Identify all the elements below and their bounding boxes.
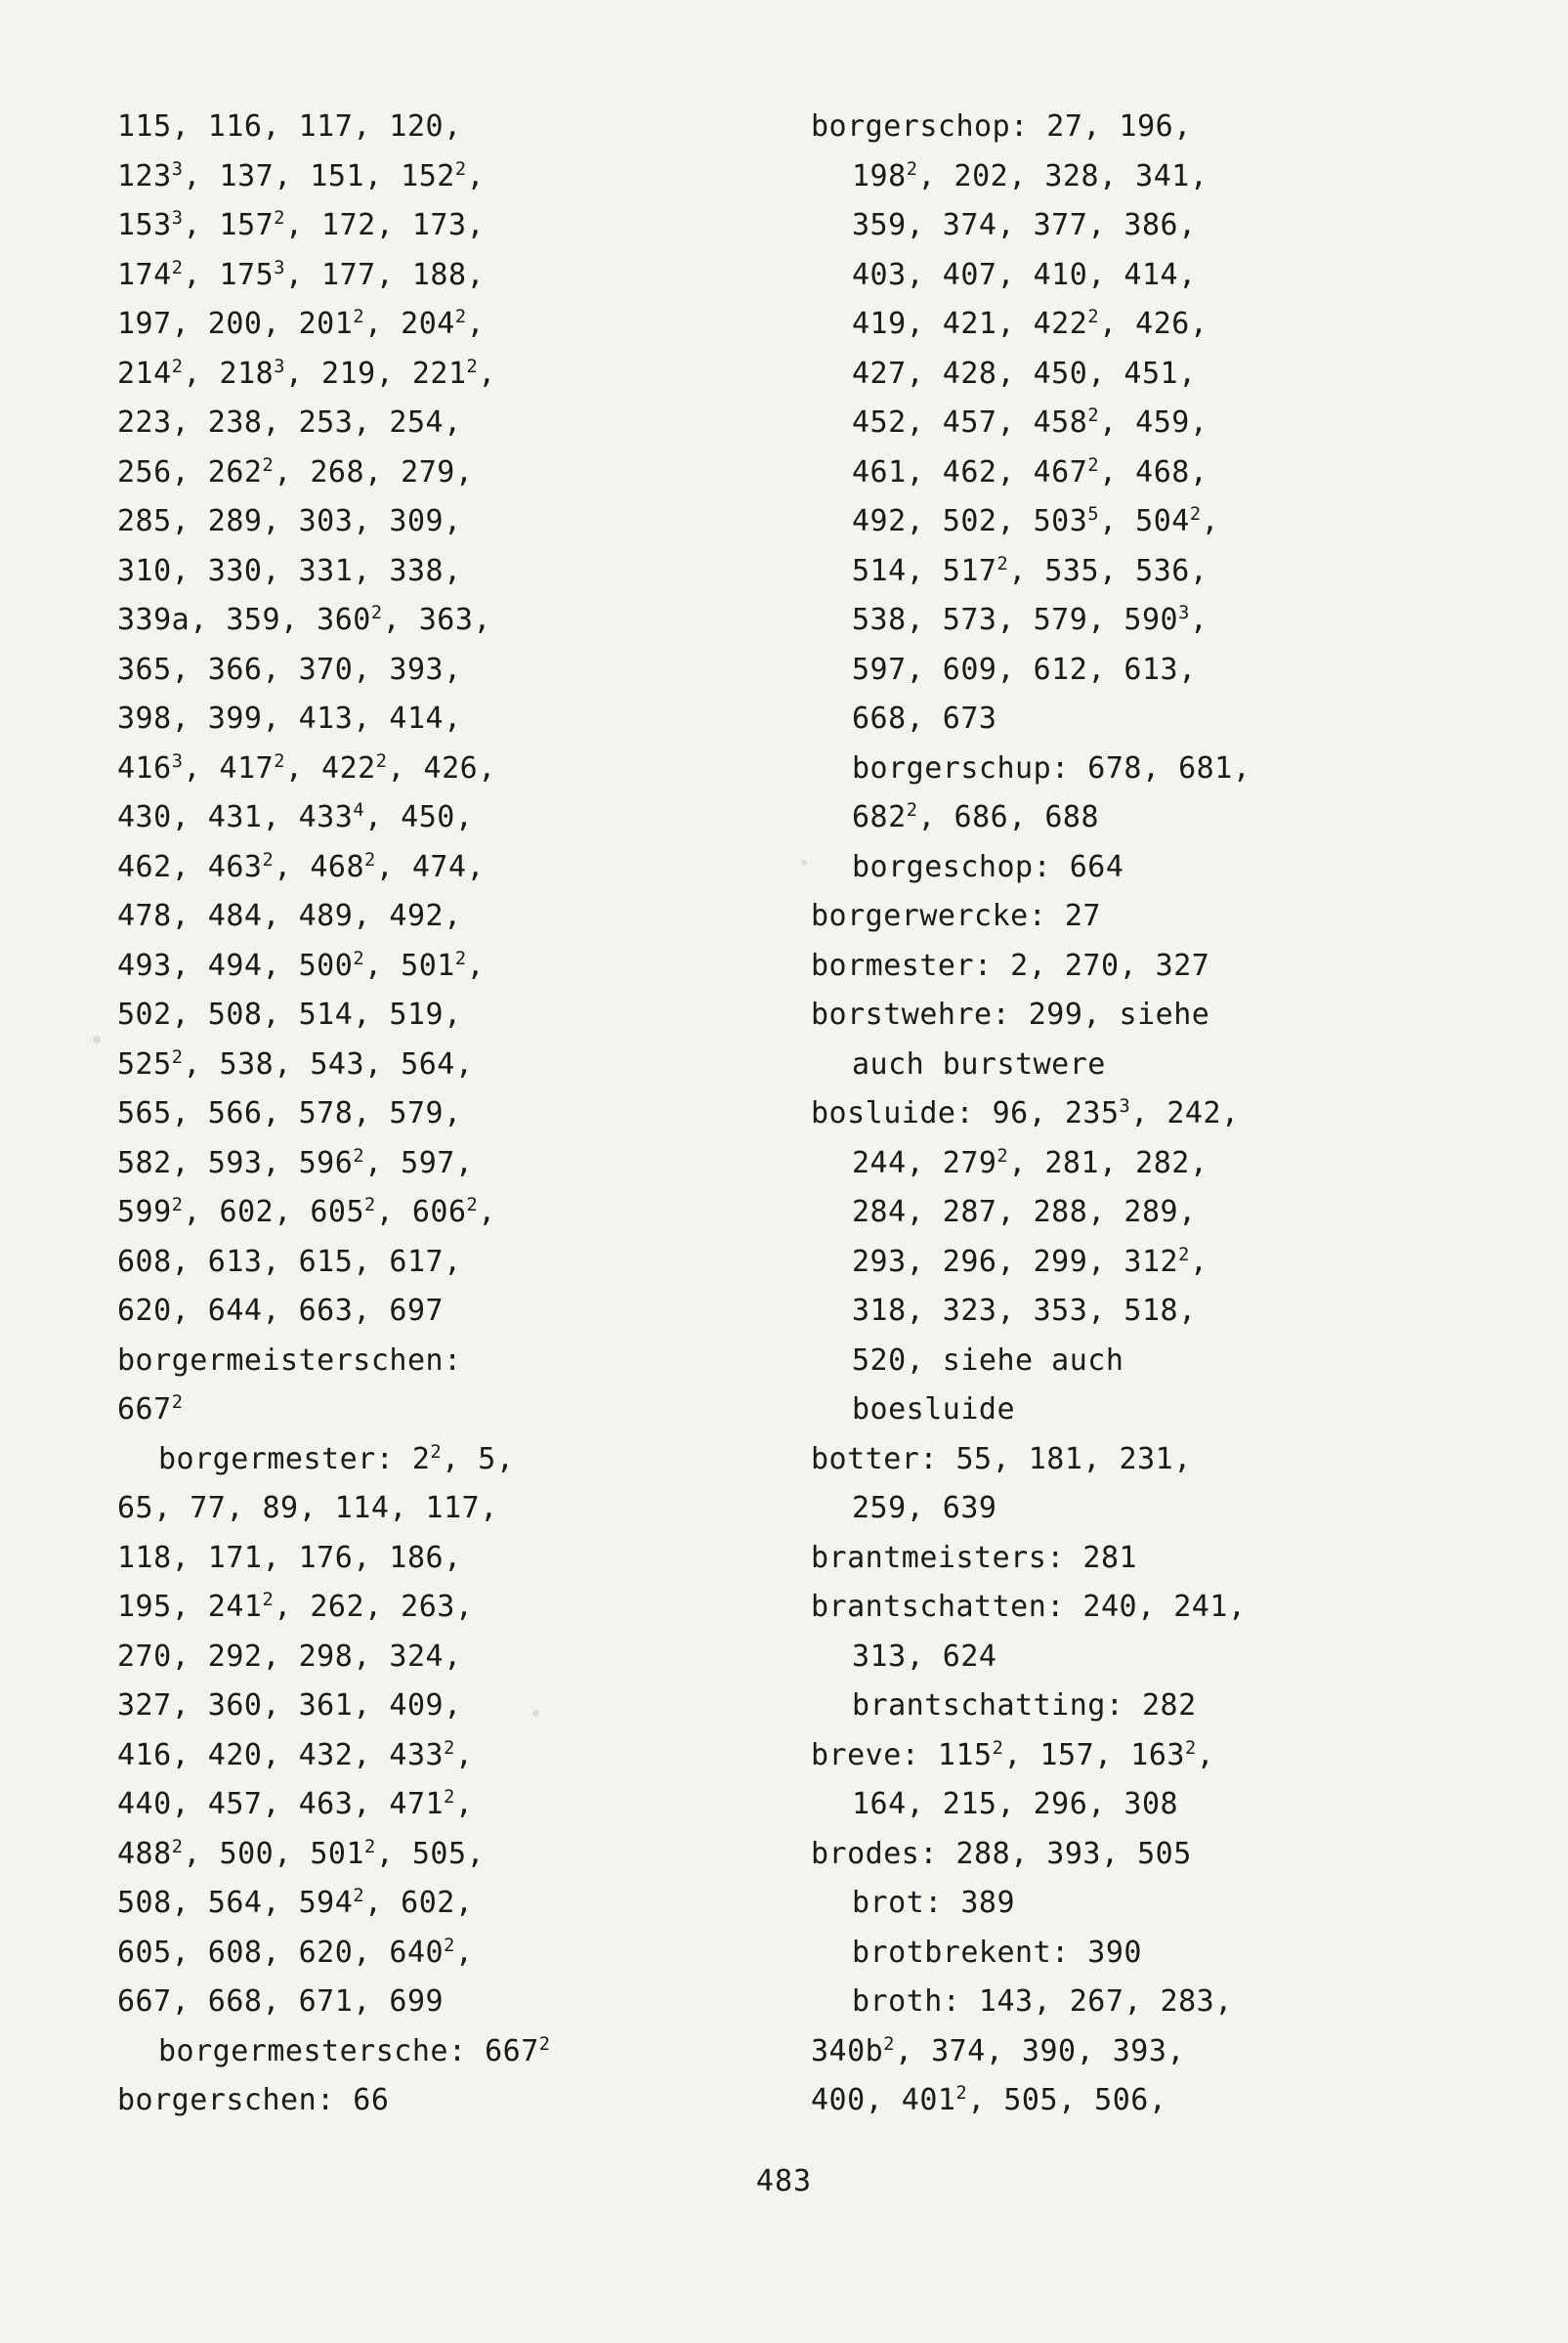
index-columns xyxy=(117,103,1465,2126)
index-line: 508, 564, $594^2$, 602, xyxy=(117,1886,474,1920)
index-line: 538, 573, 579, $590^3$, xyxy=(852,603,1208,637)
index-line: 293, 296, 299, $312^2$, xyxy=(852,1244,1208,1279)
index-line: borgeschop: 664 xyxy=(852,849,1124,884)
index-line: 65, 77, 89, 114, 117, xyxy=(117,1491,498,1525)
index-line: 195, $241^2$, 262, 263, xyxy=(117,1590,474,1624)
index-line: 597, 609, 612, 613, xyxy=(852,652,1197,687)
index-line: 430, 431, $433^4$, 450, xyxy=(117,800,474,834)
index-line: 502, 508, 514, 519, xyxy=(117,998,462,1032)
index-line: 605, 608, 620, $640^2$, xyxy=(117,1935,474,1970)
left-column xyxy=(117,103,752,2126)
index-line: 223, 238, 253, 254, xyxy=(117,405,462,440)
index-line: 493, 494, $500^2$, $501^2$, xyxy=(117,948,486,983)
index-line: $416^3$, $417^2$, $422^2$, 426, xyxy=(117,750,496,786)
index-line: 520, siehe auch xyxy=(852,1342,1124,1378)
index-line: 164, 215, 296, 308 xyxy=(852,1787,1179,1821)
page-number: 483 xyxy=(755,2164,813,2198)
index-line: boesluide xyxy=(852,1392,1016,1427)
index-line: 115, 116, 117, 120, xyxy=(117,109,462,144)
index-line: $488^2$, 500, $501^2$, 505, xyxy=(117,1836,486,1871)
index-line: 359, 374, 377, 386, xyxy=(852,208,1197,242)
index-line: borgermestersche: $667^2$ xyxy=(158,2033,551,2068)
index-line: $667^2$ xyxy=(117,1392,184,1427)
index-line: $153^3$, $157^2$, 172, 173, xyxy=(117,208,486,242)
index-line: 608, 613, 615, 617, xyxy=(117,1244,462,1279)
index-line: 667, 668, 671, 699 xyxy=(117,1984,445,2019)
index-line: 270, 292, 298, 324, xyxy=(117,1639,462,1674)
index-line: $214^2$, $218^3$, 219, $221^2$, xyxy=(117,356,496,391)
index-line: 197, 200, $201^2$, $204^2$, xyxy=(117,307,486,341)
index-line: $174^2$, $175^3$, 177, 188, xyxy=(117,257,486,292)
index-line: 419, 421, $422^2$, 426, xyxy=(852,307,1208,341)
index-line: brotbrekent: 390 xyxy=(852,1935,1142,1970)
index-line: 259, 639 xyxy=(852,1491,997,1525)
index-line: 452, 457, $458^2$, 459, xyxy=(852,405,1208,440)
index-line: 285, 289, 303, 309, xyxy=(117,504,462,538)
index-line: botter: 55, 181, 231, xyxy=(811,1441,1192,1476)
index-line: bosluide: 96, $235^3$, 242, xyxy=(811,1096,1240,1130)
index-line: brot: 389 xyxy=(852,1886,1016,1920)
index-line: borgerwercke: 27 xyxy=(811,899,1101,933)
index-line: 310, 330, 331, 338, xyxy=(117,553,462,588)
index-line: 400, $401^2$, 505, 506, xyxy=(811,2083,1167,2117)
index-line: 313, 624 xyxy=(852,1639,997,1674)
index-line: 478, 484, 489, 492, xyxy=(117,899,462,933)
index-line: 514, $517^2$, 535, 536, xyxy=(852,553,1208,588)
right-column xyxy=(811,103,1446,2126)
index-line: bormester: 2, 270, 327 xyxy=(811,948,1210,983)
index-line: 440, 457, 463, $471^2$, xyxy=(117,1787,474,1821)
index-line: 339a, 359, $360^2$, 363, xyxy=(117,603,491,637)
index-line: borgerschop: 27, 196, xyxy=(811,109,1192,144)
index-line: brodes: 288, 393, 505 xyxy=(811,1836,1192,1871)
index-line: borgermeisterschen: xyxy=(117,1342,462,1378)
index-line: 668, 673 xyxy=(852,702,997,736)
index-line: $198^2$, 202, 328, 341, xyxy=(852,158,1208,193)
index-line: 256, $262^2$, 268, 279, xyxy=(117,454,474,490)
index-line: auch burstwere xyxy=(852,1046,1106,1082)
index-line: $340b^2$, 374, 390, 393, xyxy=(811,2033,1185,2068)
index-line: 416, 420, 432, $433^2$, xyxy=(117,1737,474,1772)
index-line: broth: 143, 267, 283, xyxy=(852,1984,1233,2019)
index-line: $682^2$, 686, 688 xyxy=(852,800,1100,834)
index-line: 284, 287, 288, 289, xyxy=(852,1195,1197,1229)
index-line: 620, 644, 663, 697 xyxy=(117,1294,445,1328)
index-line: 318, 323, 353, 518, xyxy=(852,1294,1197,1328)
index-line: 365, 366, 370, 393, xyxy=(117,652,462,687)
index-line: $599^2$, 602, $605^2$, $606^2$, xyxy=(117,1195,496,1229)
index-line: 565, 566, 578, 579, xyxy=(117,1096,462,1130)
index-line: borgerschen: 66 xyxy=(117,2083,390,2117)
index-line: 118, 171, 176, 186, xyxy=(117,1540,462,1575)
index-line: brantschatten: 240, 241, xyxy=(811,1590,1247,1624)
index-line: 327, 360, 361, 409, xyxy=(117,1688,462,1723)
index-line: borgerschup: 678, 681, xyxy=(852,750,1251,786)
index-line: 244, $279^2$, 281, 282, xyxy=(852,1145,1208,1180)
index-line: 582, 593, $596^2$, 597, xyxy=(117,1145,474,1180)
index-line: breve: $115^2$, 157, $163^2$, xyxy=(811,1737,1215,1772)
index-line: brantmeisters: 281 xyxy=(811,1540,1138,1575)
index-line: $525^2$, 538, 543, 564, xyxy=(117,1046,474,1082)
index-line: borgermester: $2^2$, 5, xyxy=(158,1441,515,1476)
index-line: 398, 399, 413, 414, xyxy=(117,702,462,736)
index-line: 403, 407, 410, 414, xyxy=(852,257,1197,292)
paper-speck xyxy=(93,1036,101,1044)
index-line: 427, 428, 450, 451, xyxy=(852,356,1197,391)
index-line: brantschatting: 282 xyxy=(852,1688,1197,1723)
index-line: borstwehre: 299, siehe xyxy=(811,998,1210,1032)
index-line: 461, 462, $467^2$, 468, xyxy=(852,454,1208,490)
index-line: 462, $463^2$, $468^2$, 474, xyxy=(117,849,486,884)
index-line: 492, 502, $503^5$, $504^2$, xyxy=(852,504,1220,538)
index-line: $123^3$, 137, 151, $152^2$, xyxy=(117,158,486,193)
